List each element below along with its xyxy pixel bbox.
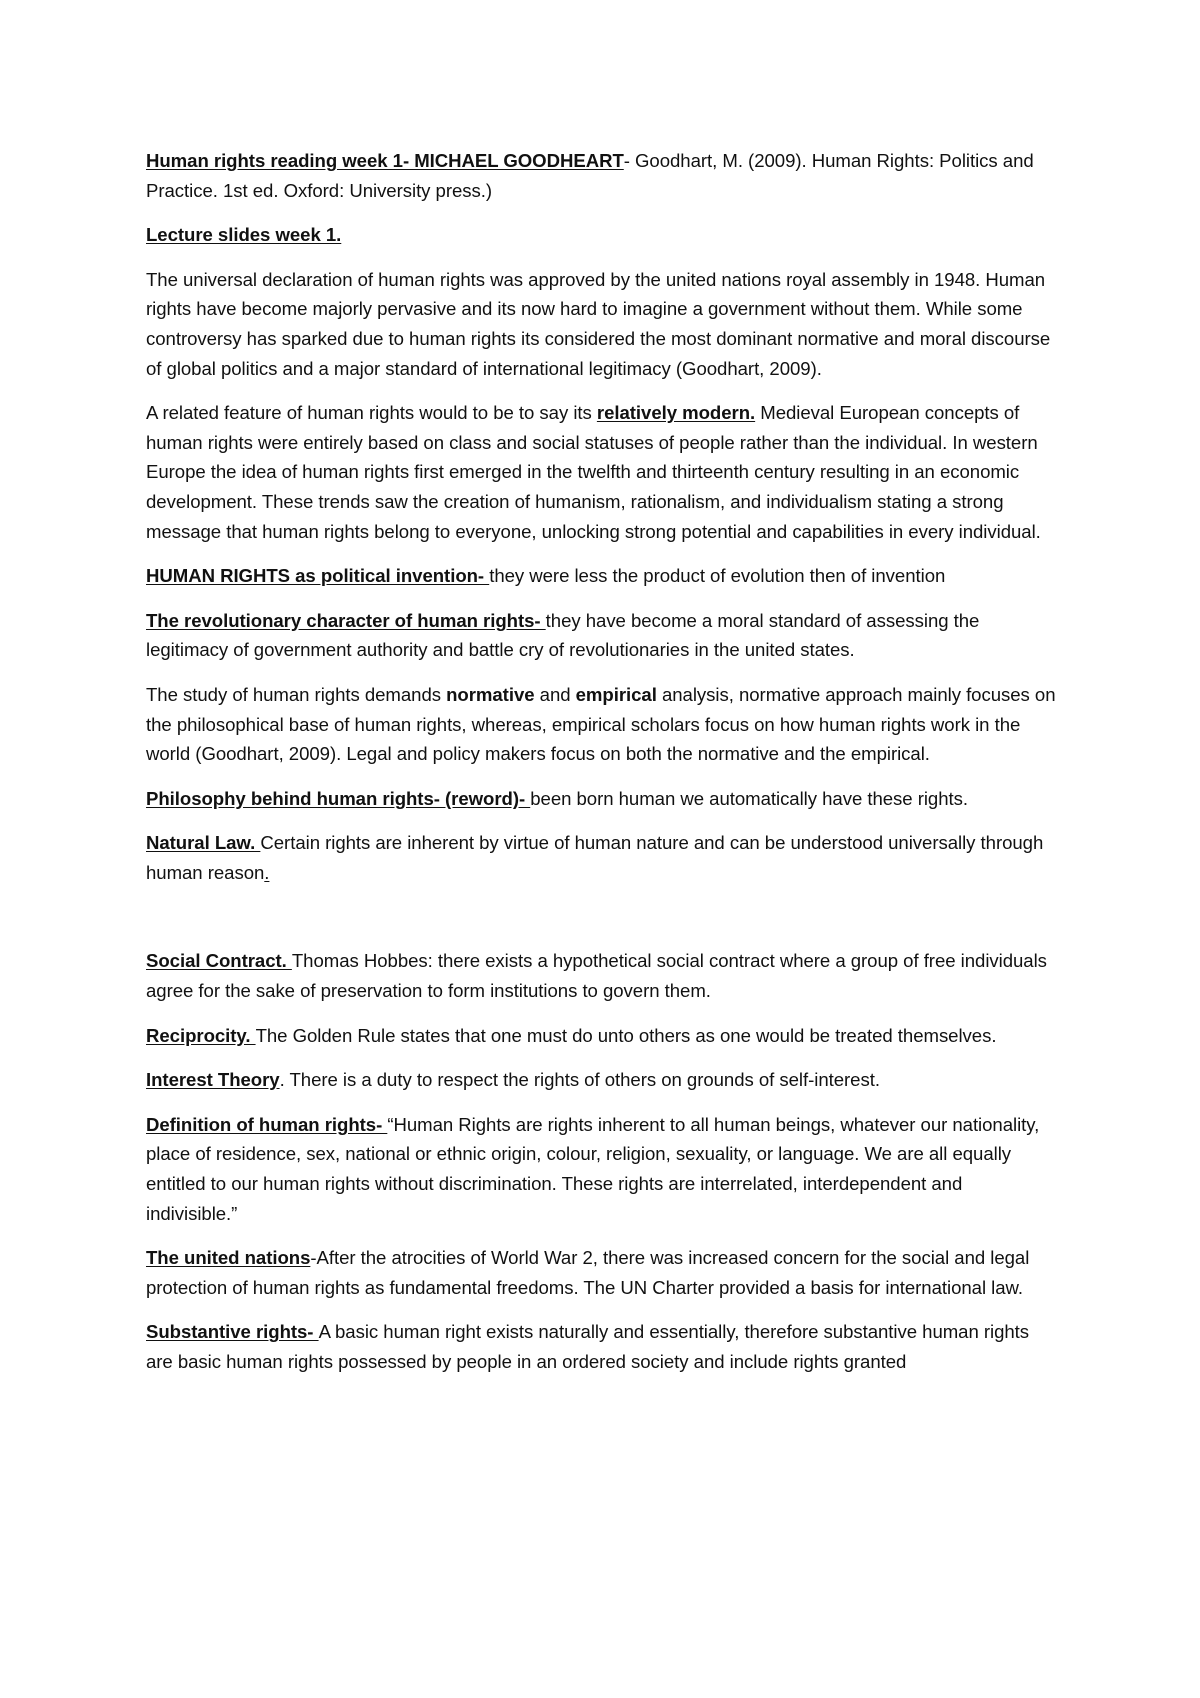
lecture-slides-paragraph	[146, 220, 1056, 250]
political-invention-heading: HUMAN RIGHTS as political invention-	[146, 565, 490, 587]
interest-theory-heading: Interest Theory	[146, 1069, 280, 1091]
philosophy-text: been born human we automatically have these rights.	[530, 787, 968, 809]
philosophy-heading: Philosophy behind human rights- (reword)-	[146, 787, 531, 809]
reciprocity-text: The Golden Rule states that one must do unto others as one would be treated themselves.	[255, 1024, 997, 1046]
philosophy-paragraph	[146, 784, 1056, 814]
reading-citation	[146, 146, 1056, 205]
modern-text-after: Medieval European concepts of human rights were entirely based on class and social statuses of people rather than the individual. In western Europe the idea of human rights first emerged in the twelfth and thirteenth century resulting in an economic development. These trends saw the creation of humanism, rationalism, and individualism stating a strong message that human rights belong to everyone, unlocking strong potential and capabilities in every individual.	[146, 402, 1041, 542]
natural-law-paragraph	[146, 828, 1056, 887]
citation-text: - Goodhart, M. (2009). Human Rights: Politics and Practice. 1st ed. Oxford: University press.)	[146, 150, 1034, 201]
natural-law-heading: Natural Law.	[146, 832, 261, 854]
reciprocity-heading: Reciprocity.	[146, 1024, 256, 1046]
lecture-slides-heading: Lecture slides week 1.	[146, 224, 342, 246]
social-contract-text: Thomas Hobbes: there exists a hypothetical social contract where a group of free individuals agree for the sake of preservation to form institutions to govern them.	[146, 950, 1047, 1002]
study-text-1: The study of human rights demands	[146, 683, 447, 705]
social-contract-paragraph	[146, 946, 1056, 1005]
study-text-3: analysis, normative approach mainly focuses on the philosophical base of human rights, whereas, empirical scholars focus on how human rights work in the world (Goodhart, 2009). Legal and policy makers focus on both the normative and the empirical.	[146, 683, 1056, 765]
empirical-bold: empirical	[575, 683, 657, 705]
modern-feature-paragraph	[146, 398, 1056, 546]
modern-text-before: A related feature of human rights would to be to say its	[146, 402, 597, 424]
natural-law-tail: .	[264, 861, 270, 883]
study-text-2: and	[534, 683, 576, 705]
definition-paragraph	[146, 1110, 1056, 1228]
united-nations-heading: The united nations	[146, 1247, 311, 1269]
social-contract-heading: Social Contract.	[146, 950, 292, 972]
political-invention-paragraph	[146, 561, 1056, 591]
revolutionary-character-text: they have become a moral standard of assessing the legitimacy of government authority and battle cry of revolutionaries in the united states.	[146, 609, 980, 661]
united-nations-paragraph	[146, 1243, 1056, 1302]
normative-empirical-paragraph	[146, 680, 1056, 769]
revolutionary-character-heading: The revolutionary character of human rights-	[146, 609, 546, 631]
political-invention-text: they were less the product of evolution then of invention	[489, 565, 946, 587]
udhr-paragraph: The universal declaration of human rights was approved by the united nations royal assembly in 1948. Human rights have become majorly pervasive and its now hard to imagine a government without them. While some controversy has sparked due to human rights its considered the most dominant normative and moral discourse of global politics and a major standard of international legitimacy (Goodhart, 2009).	[146, 268, 1051, 379]
blank-line	[146, 902, 1056, 946]
interest-theory-paragraph	[146, 1065, 1056, 1095]
revolutionary-character-paragraph	[146, 606, 1056, 665]
reading-heading: Human rights reading week 1- MICHAEL GOODHEART	[146, 150, 624, 171]
substantive-rights-paragraph	[146, 1317, 1056, 1376]
document-page	[146, 146, 1056, 1392]
substantive-rights-text: A basic human right exists naturally and essentially, therefore substantive human rights are basic human rights possessed by people in an ordered society and include rights granted	[146, 1321, 1030, 1372]
reciprocity-paragraph	[146, 1021, 1056, 1051]
relatively-modern-emphasis: relatively modern.	[596, 402, 756, 424]
normative-bold: normative	[446, 683, 535, 705]
natural-law-text: Certain rights are inherent by virtue of human nature and can be understood universally through human reason	[146, 832, 1044, 883]
united-nations-text: -After the atrocities of World War 2, there was increased concern for the social and legal protection of human rights as fundamental freedoms. The UN Charter provided a basis for international law.	[146, 1247, 1030, 1298]
definition-text: “Human Rights are rights inherent to all human beings, whatever our nationality, place of residence, sex, national or ethnic origin, colour, religion, sexuality, or language. We are all equally entitled to our human rights without discrimination. These rights are interrelated, interdependent and indivisible.”	[146, 1113, 1040, 1224]
substantive-rights-heading: Substantive rights-	[146, 1321, 319, 1343]
definition-heading: Definition of human rights-	[146, 1113, 388, 1135]
interest-theory-text: . There is a duty to respect the rights of others on grounds of self-interest.	[279, 1069, 880, 1091]
